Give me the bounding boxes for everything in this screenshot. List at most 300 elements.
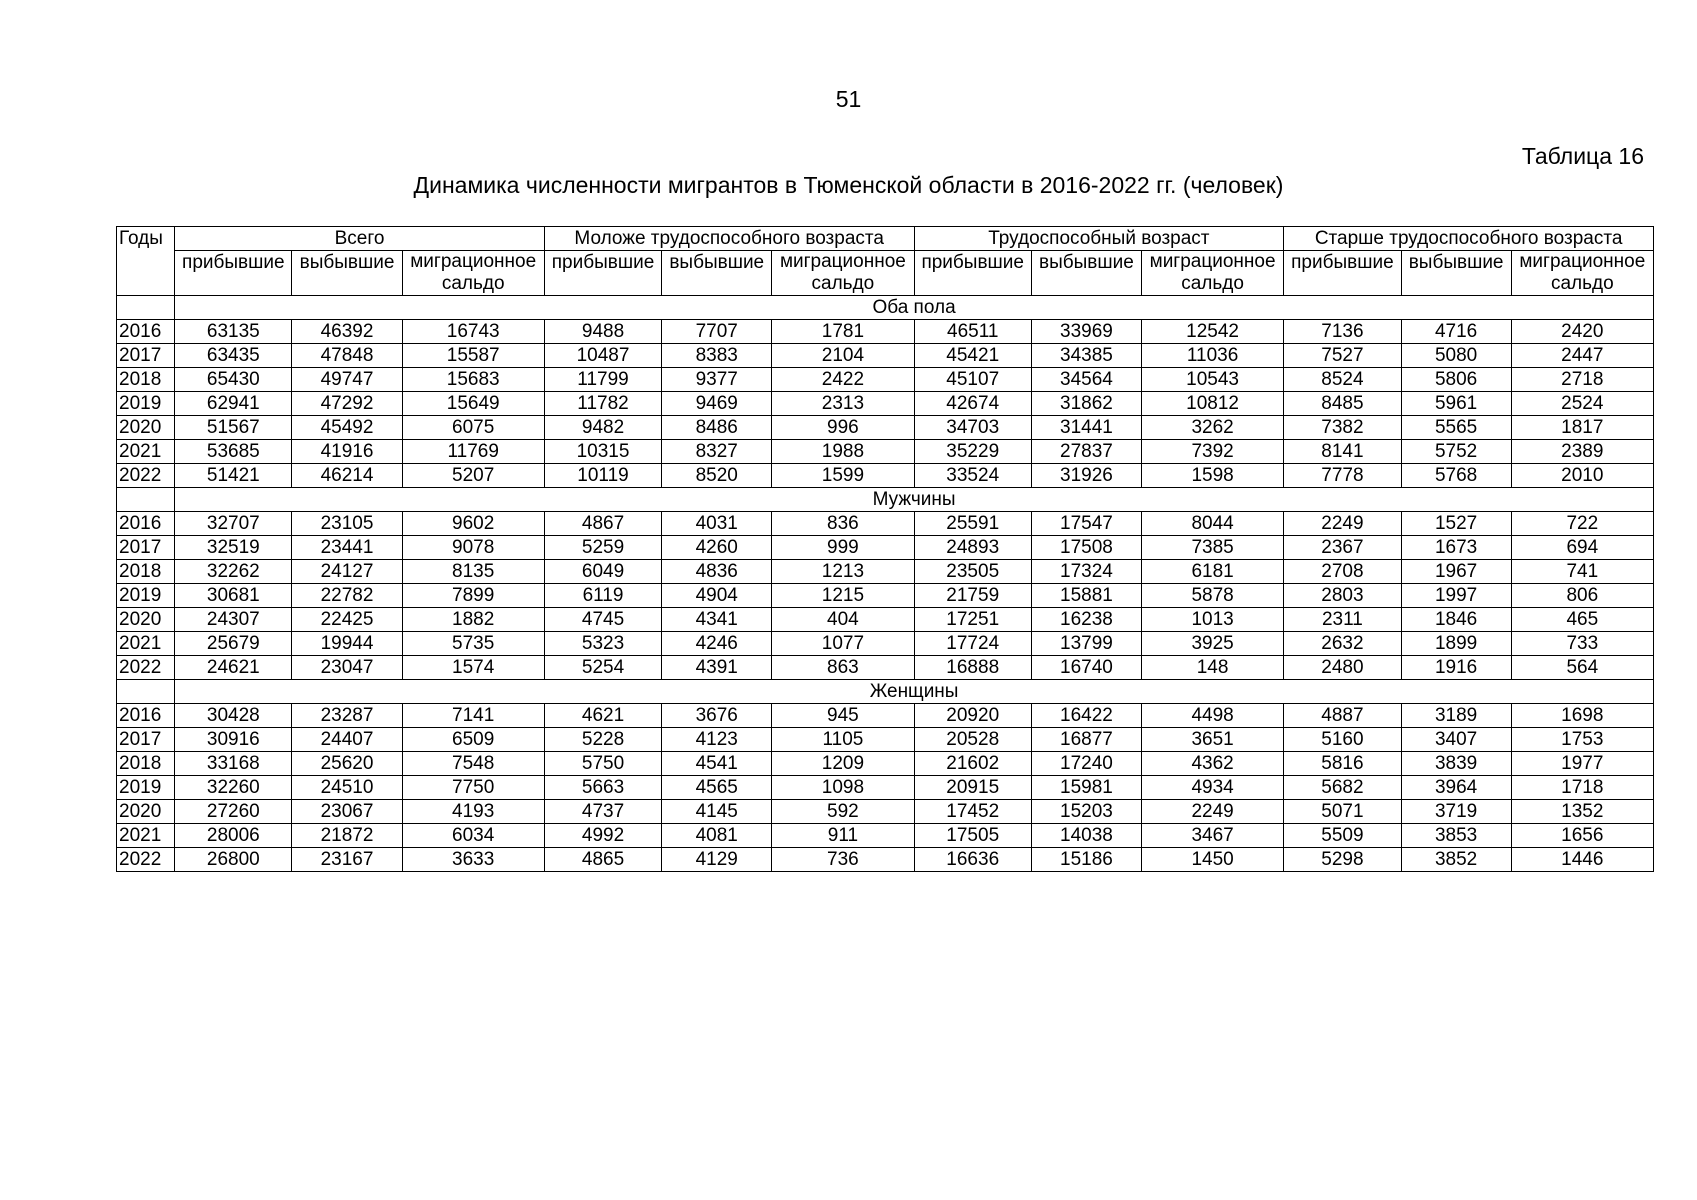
table-row bbox=[117, 632, 1654, 656]
value-cell: 592 bbox=[772, 800, 914, 824]
value-cell: 31441 bbox=[1031, 416, 1141, 440]
value-cell: 2010 bbox=[1511, 464, 1653, 488]
table-row bbox=[117, 656, 1654, 680]
value-cell: 10487 bbox=[544, 344, 661, 368]
value-cell: 7750 bbox=[402, 776, 544, 800]
table-row bbox=[117, 584, 1654, 608]
year-cell: 2021 bbox=[117, 632, 175, 656]
value-cell: 45107 bbox=[914, 368, 1031, 392]
value-cell: 7141 bbox=[402, 704, 544, 728]
value-cell: 19944 bbox=[292, 632, 402, 656]
value-cell: 15649 bbox=[402, 392, 544, 416]
table-label: Таблица 16 bbox=[1521, 143, 1644, 169]
value-cell: 1213 bbox=[772, 560, 914, 584]
value-cell: 31926 bbox=[1031, 464, 1141, 488]
value-cell: 9469 bbox=[662, 392, 772, 416]
header-sub-departed: выбывшие bbox=[1401, 251, 1511, 296]
value-cell: 34564 bbox=[1031, 368, 1141, 392]
value-cell: 32707 bbox=[175, 512, 292, 536]
value-cell: 8141 bbox=[1284, 440, 1401, 464]
header-group-over-working-age: Старше трудоспособного возраста bbox=[1284, 227, 1654, 251]
value-cell: 6049 bbox=[544, 560, 661, 584]
value-cell: 2447 bbox=[1511, 344, 1653, 368]
year-cell: 2020 bbox=[117, 608, 175, 632]
value-cell: 33969 bbox=[1031, 320, 1141, 344]
header-sub-arrived: прибывшие bbox=[175, 251, 292, 296]
value-cell: 2803 bbox=[1284, 584, 1401, 608]
value-cell: 11769 bbox=[402, 440, 544, 464]
value-cell: 465 bbox=[1511, 608, 1653, 632]
value-cell: 3262 bbox=[1141, 416, 1283, 440]
value-cell: 9602 bbox=[402, 512, 544, 536]
value-cell: 2708 bbox=[1284, 560, 1401, 584]
value-cell: 23441 bbox=[292, 536, 402, 560]
value-cell: 26800 bbox=[175, 848, 292, 872]
value-cell: 9488 bbox=[544, 320, 661, 344]
header-sub-arrived: прибывшие bbox=[1284, 251, 1401, 296]
header-sub-departed: выбывшие bbox=[662, 251, 772, 296]
value-cell: 46511 bbox=[914, 320, 1031, 344]
value-cell: 1527 bbox=[1401, 512, 1511, 536]
value-cell: 17324 bbox=[1031, 560, 1141, 584]
value-cell: 7527 bbox=[1284, 344, 1401, 368]
value-cell: 733 bbox=[1511, 632, 1653, 656]
value-cell: 5080 bbox=[1401, 344, 1511, 368]
value-cell: 16636 bbox=[914, 848, 1031, 872]
value-cell: 1446 bbox=[1511, 848, 1653, 872]
table-row bbox=[117, 752, 1654, 776]
value-cell: 23105 bbox=[292, 512, 402, 536]
value-cell: 32260 bbox=[175, 776, 292, 800]
value-cell: 17724 bbox=[914, 632, 1031, 656]
value-cell: 21759 bbox=[914, 584, 1031, 608]
value-cell: 25591 bbox=[914, 512, 1031, 536]
value-cell: 1215 bbox=[772, 584, 914, 608]
value-cell: 13799 bbox=[1031, 632, 1141, 656]
document-title: Динамика численности мигрантов в Тюменской области в 2016-2022 гг. (человек) bbox=[413, 172, 1284, 198]
value-cell: 2104 bbox=[772, 344, 914, 368]
table-row bbox=[117, 344, 1654, 368]
section-spacer bbox=[117, 296, 175, 320]
value-cell: 30916 bbox=[175, 728, 292, 752]
value-cell: 17240 bbox=[1031, 752, 1141, 776]
value-cell: 148 bbox=[1141, 656, 1283, 680]
value-cell: 65430 bbox=[175, 368, 292, 392]
value-cell: 1846 bbox=[1401, 608, 1511, 632]
value-cell: 5768 bbox=[1401, 464, 1511, 488]
value-cell: 49747 bbox=[292, 368, 402, 392]
year-cell: 2022 bbox=[117, 656, 175, 680]
value-cell: 3467 bbox=[1141, 824, 1283, 848]
value-cell: 9482 bbox=[544, 416, 661, 440]
value-cell: 23047 bbox=[292, 656, 402, 680]
table-row bbox=[117, 776, 1654, 800]
table-row bbox=[117, 320, 1654, 344]
value-cell: 694 bbox=[1511, 536, 1653, 560]
value-cell: 45421 bbox=[914, 344, 1031, 368]
table-row bbox=[117, 440, 1654, 464]
value-cell: 20920 bbox=[914, 704, 1031, 728]
value-cell: 3189 bbox=[1401, 704, 1511, 728]
value-cell: 3852 bbox=[1401, 848, 1511, 872]
table-row bbox=[117, 368, 1654, 392]
year-cell: 2019 bbox=[117, 392, 175, 416]
table-row bbox=[117, 848, 1654, 872]
value-cell: 8327 bbox=[662, 440, 772, 464]
value-cell: 1698 bbox=[1511, 704, 1653, 728]
value-cell: 8135 bbox=[402, 560, 544, 584]
value-cell: 34703 bbox=[914, 416, 1031, 440]
section-label: Мужчины bbox=[175, 488, 1654, 512]
value-cell: 27260 bbox=[175, 800, 292, 824]
value-cell: 7548 bbox=[402, 752, 544, 776]
value-cell: 999 bbox=[772, 536, 914, 560]
value-cell: 1077 bbox=[772, 632, 914, 656]
year-cell: 2018 bbox=[117, 368, 175, 392]
table-row bbox=[117, 704, 1654, 728]
value-cell: 722 bbox=[1511, 512, 1653, 536]
value-cell: 31862 bbox=[1031, 392, 1141, 416]
value-cell: 4867 bbox=[544, 512, 661, 536]
value-cell: 2249 bbox=[1141, 800, 1283, 824]
value-cell: 1718 bbox=[1511, 776, 1653, 800]
value-cell: 17251 bbox=[914, 608, 1031, 632]
value-cell: 5254 bbox=[544, 656, 661, 680]
value-cell: 2480 bbox=[1284, 656, 1401, 680]
value-cell: 16888 bbox=[914, 656, 1031, 680]
table-row bbox=[117, 392, 1654, 416]
section-row bbox=[117, 680, 1654, 704]
value-cell: 2249 bbox=[1284, 512, 1401, 536]
value-cell: 14038 bbox=[1031, 824, 1141, 848]
page-number: 51 bbox=[835, 86, 862, 112]
value-cell: 23287 bbox=[292, 704, 402, 728]
value-cell: 5207 bbox=[402, 464, 544, 488]
header-sub-departed: выбывшие bbox=[1031, 251, 1141, 296]
value-cell: 945 bbox=[772, 704, 914, 728]
value-cell: 16877 bbox=[1031, 728, 1141, 752]
year-cell: 2017 bbox=[117, 536, 175, 560]
value-cell: 6119 bbox=[544, 584, 661, 608]
header-row-sub bbox=[117, 251, 1654, 296]
value-cell: 51421 bbox=[175, 464, 292, 488]
value-cell: 1599 bbox=[772, 464, 914, 488]
table-row bbox=[117, 464, 1654, 488]
value-cell: 30428 bbox=[175, 704, 292, 728]
value-cell: 45492 bbox=[292, 416, 402, 440]
value-cell: 15203 bbox=[1031, 800, 1141, 824]
value-cell: 16238 bbox=[1031, 608, 1141, 632]
value-cell: 30681 bbox=[175, 584, 292, 608]
table-body bbox=[117, 296, 1654, 872]
value-cell: 23067 bbox=[292, 800, 402, 824]
value-cell: 5750 bbox=[544, 752, 661, 776]
table-row bbox=[117, 416, 1654, 440]
value-cell: 2524 bbox=[1511, 392, 1653, 416]
header-sub-migration-balance: миграционное сальдо bbox=[402, 251, 544, 296]
value-cell: 1899 bbox=[1401, 632, 1511, 656]
year-cell: 2016 bbox=[117, 320, 175, 344]
value-cell: 2311 bbox=[1284, 608, 1401, 632]
value-cell: 15881 bbox=[1031, 584, 1141, 608]
value-cell: 42674 bbox=[914, 392, 1031, 416]
value-cell: 8044 bbox=[1141, 512, 1283, 536]
value-cell: 8520 bbox=[662, 464, 772, 488]
value-cell: 4260 bbox=[662, 536, 772, 560]
value-cell: 15683 bbox=[402, 368, 544, 392]
value-cell: 4341 bbox=[662, 608, 772, 632]
value-cell: 11036 bbox=[1141, 344, 1283, 368]
value-cell: 17505 bbox=[914, 824, 1031, 848]
value-cell: 4745 bbox=[544, 608, 661, 632]
value-cell: 5816 bbox=[1284, 752, 1401, 776]
value-cell: 3853 bbox=[1401, 824, 1511, 848]
value-cell: 5878 bbox=[1141, 584, 1283, 608]
value-cell: 32519 bbox=[175, 536, 292, 560]
value-cell: 22782 bbox=[292, 584, 402, 608]
value-cell: 5298 bbox=[1284, 848, 1401, 872]
value-cell: 51567 bbox=[175, 416, 292, 440]
value-cell: 24127 bbox=[292, 560, 402, 584]
value-cell: 1013 bbox=[1141, 608, 1283, 632]
value-cell: 1967 bbox=[1401, 560, 1511, 584]
value-cell: 17508 bbox=[1031, 536, 1141, 560]
value-cell: 46214 bbox=[292, 464, 402, 488]
value-cell: 4904 bbox=[662, 584, 772, 608]
year-cell: 2022 bbox=[117, 464, 175, 488]
year-cell: 2017 bbox=[117, 728, 175, 752]
value-cell: 4865 bbox=[544, 848, 661, 872]
value-cell: 1882 bbox=[402, 608, 544, 632]
value-cell: 1988 bbox=[772, 440, 914, 464]
value-cell: 27837 bbox=[1031, 440, 1141, 464]
value-cell: 2632 bbox=[1284, 632, 1401, 656]
value-cell: 1916 bbox=[1401, 656, 1511, 680]
value-cell: 8485 bbox=[1284, 392, 1401, 416]
value-cell: 5565 bbox=[1401, 416, 1511, 440]
header-sub-migration-balance: миграционное сальдо bbox=[772, 251, 914, 296]
value-cell: 35229 bbox=[914, 440, 1031, 464]
value-cell: 4081 bbox=[662, 824, 772, 848]
value-cell: 4123 bbox=[662, 728, 772, 752]
value-cell: 15981 bbox=[1031, 776, 1141, 800]
value-cell: 16740 bbox=[1031, 656, 1141, 680]
value-cell: 46392 bbox=[292, 320, 402, 344]
table-row bbox=[117, 608, 1654, 632]
value-cell: 41916 bbox=[292, 440, 402, 464]
header-sub-arrived: прибывшие bbox=[544, 251, 661, 296]
table-row bbox=[117, 728, 1654, 752]
section-row bbox=[117, 296, 1654, 320]
value-cell: 9078 bbox=[402, 536, 544, 560]
value-cell: 3839 bbox=[1401, 752, 1511, 776]
year-cell: 2016 bbox=[117, 512, 175, 536]
value-cell: 5806 bbox=[1401, 368, 1511, 392]
year-cell: 2019 bbox=[117, 776, 175, 800]
value-cell: 7136 bbox=[1284, 320, 1401, 344]
value-cell: 53685 bbox=[175, 440, 292, 464]
year-cell: 2021 bbox=[117, 440, 175, 464]
section-spacer bbox=[117, 488, 175, 512]
value-cell: 736 bbox=[772, 848, 914, 872]
value-cell: 4836 bbox=[662, 560, 772, 584]
value-cell: 1673 bbox=[1401, 536, 1511, 560]
value-cell: 8383 bbox=[662, 344, 772, 368]
value-cell: 806 bbox=[1511, 584, 1653, 608]
value-cell: 4498 bbox=[1141, 704, 1283, 728]
value-cell: 63135 bbox=[175, 320, 292, 344]
year-cell: 2020 bbox=[117, 800, 175, 824]
value-cell: 25620 bbox=[292, 752, 402, 776]
value-cell: 836 bbox=[772, 512, 914, 536]
value-cell: 5071 bbox=[1284, 800, 1401, 824]
value-cell: 6509 bbox=[402, 728, 544, 752]
value-cell: 3925 bbox=[1141, 632, 1283, 656]
header-sub-migration-balance: миграционное сальдо bbox=[1511, 251, 1653, 296]
value-cell: 911 bbox=[772, 824, 914, 848]
value-cell: 33524 bbox=[914, 464, 1031, 488]
value-cell: 5509 bbox=[1284, 824, 1401, 848]
value-cell: 4145 bbox=[662, 800, 772, 824]
value-cell: 2422 bbox=[772, 368, 914, 392]
value-cell: 4565 bbox=[662, 776, 772, 800]
year-cell: 2018 bbox=[117, 752, 175, 776]
value-cell: 5160 bbox=[1284, 728, 1401, 752]
value-cell: 4031 bbox=[662, 512, 772, 536]
value-cell: 4391 bbox=[662, 656, 772, 680]
value-cell: 5682 bbox=[1284, 776, 1401, 800]
section-row bbox=[117, 488, 1654, 512]
value-cell: 21602 bbox=[914, 752, 1031, 776]
table-row bbox=[117, 800, 1654, 824]
value-cell: 1098 bbox=[772, 776, 914, 800]
value-cell: 20915 bbox=[914, 776, 1031, 800]
value-cell: 47848 bbox=[292, 344, 402, 368]
value-cell: 1977 bbox=[1511, 752, 1653, 776]
value-cell: 1817 bbox=[1511, 416, 1653, 440]
value-cell: 7899 bbox=[402, 584, 544, 608]
value-cell: 1753 bbox=[1511, 728, 1653, 752]
value-cell: 24407 bbox=[292, 728, 402, 752]
value-cell: 6075 bbox=[402, 416, 544, 440]
value-cell: 5961 bbox=[1401, 392, 1511, 416]
value-cell: 11782 bbox=[544, 392, 661, 416]
value-cell: 15186 bbox=[1031, 848, 1141, 872]
value-cell: 2718 bbox=[1511, 368, 1653, 392]
value-cell: 12542 bbox=[1141, 320, 1283, 344]
value-cell: 2420 bbox=[1511, 320, 1653, 344]
value-cell: 23505 bbox=[914, 560, 1031, 584]
value-cell: 7392 bbox=[1141, 440, 1283, 464]
value-cell: 24893 bbox=[914, 536, 1031, 560]
value-cell: 1105 bbox=[772, 728, 914, 752]
table-row bbox=[117, 512, 1654, 536]
value-cell: 23167 bbox=[292, 848, 402, 872]
header-group-total: Всего bbox=[175, 227, 545, 251]
value-cell: 5228 bbox=[544, 728, 661, 752]
year-cell: 2017 bbox=[117, 344, 175, 368]
value-cell: 25679 bbox=[175, 632, 292, 656]
value-cell: 10315 bbox=[544, 440, 661, 464]
migration-table bbox=[116, 226, 1654, 872]
value-cell: 741 bbox=[1511, 560, 1653, 584]
value-cell: 17452 bbox=[914, 800, 1031, 824]
value-cell: 34385 bbox=[1031, 344, 1141, 368]
value-cell: 7385 bbox=[1141, 536, 1283, 560]
value-cell: 24510 bbox=[292, 776, 402, 800]
value-cell: 20528 bbox=[914, 728, 1031, 752]
value-cell: 2389 bbox=[1511, 440, 1653, 464]
value-cell: 4129 bbox=[662, 848, 772, 872]
value-cell: 8486 bbox=[662, 416, 772, 440]
value-cell: 7707 bbox=[662, 320, 772, 344]
value-cell: 5735 bbox=[402, 632, 544, 656]
value-cell: 3633 bbox=[402, 848, 544, 872]
value-cell: 3676 bbox=[662, 704, 772, 728]
header-sub-departed: выбывшие bbox=[292, 251, 402, 296]
value-cell: 404 bbox=[772, 608, 914, 632]
value-cell: 63435 bbox=[175, 344, 292, 368]
value-cell: 4362 bbox=[1141, 752, 1283, 776]
value-cell: 47292 bbox=[292, 392, 402, 416]
value-cell: 5259 bbox=[544, 536, 661, 560]
table-row bbox=[117, 824, 1654, 848]
value-cell: 16743 bbox=[402, 320, 544, 344]
value-cell: 1656 bbox=[1511, 824, 1653, 848]
value-cell: 17547 bbox=[1031, 512, 1141, 536]
year-cell: 2019 bbox=[117, 584, 175, 608]
value-cell: 5323 bbox=[544, 632, 661, 656]
value-cell: 7778 bbox=[1284, 464, 1401, 488]
value-cell: 4621 bbox=[544, 704, 661, 728]
section-label: Женщины bbox=[175, 680, 1654, 704]
section-spacer bbox=[117, 680, 175, 704]
year-cell: 2020 bbox=[117, 416, 175, 440]
value-cell: 22425 bbox=[292, 608, 402, 632]
value-cell: 16422 bbox=[1031, 704, 1141, 728]
header-row-groups bbox=[117, 227, 1654, 251]
table-row bbox=[117, 536, 1654, 560]
value-cell: 4541 bbox=[662, 752, 772, 776]
value-cell: 4246 bbox=[662, 632, 772, 656]
value-cell: 32262 bbox=[175, 560, 292, 584]
value-cell: 2367 bbox=[1284, 536, 1401, 560]
header-sub-migration-balance: миграционное сальдо bbox=[1141, 251, 1283, 296]
value-cell: 6181 bbox=[1141, 560, 1283, 584]
value-cell: 3651 bbox=[1141, 728, 1283, 752]
year-cell: 2016 bbox=[117, 704, 175, 728]
value-cell: 21872 bbox=[292, 824, 402, 848]
value-cell: 11799 bbox=[544, 368, 661, 392]
year-cell: 2022 bbox=[117, 848, 175, 872]
value-cell: 4193 bbox=[402, 800, 544, 824]
value-cell: 4934 bbox=[1141, 776, 1283, 800]
header-group-working-age: Трудоспособный возраст bbox=[914, 227, 1284, 251]
value-cell: 4887 bbox=[1284, 704, 1401, 728]
value-cell: 9377 bbox=[662, 368, 772, 392]
value-cell: 1209 bbox=[772, 752, 914, 776]
value-cell: 7382 bbox=[1284, 416, 1401, 440]
value-cell: 10543 bbox=[1141, 368, 1283, 392]
value-cell: 3719 bbox=[1401, 800, 1511, 824]
value-cell: 3407 bbox=[1401, 728, 1511, 752]
value-cell: 10812 bbox=[1141, 392, 1283, 416]
value-cell: 5752 bbox=[1401, 440, 1511, 464]
value-cell: 33168 bbox=[175, 752, 292, 776]
value-cell: 1997 bbox=[1401, 584, 1511, 608]
section-label: Оба пола bbox=[175, 296, 1654, 320]
value-cell: 24621 bbox=[175, 656, 292, 680]
